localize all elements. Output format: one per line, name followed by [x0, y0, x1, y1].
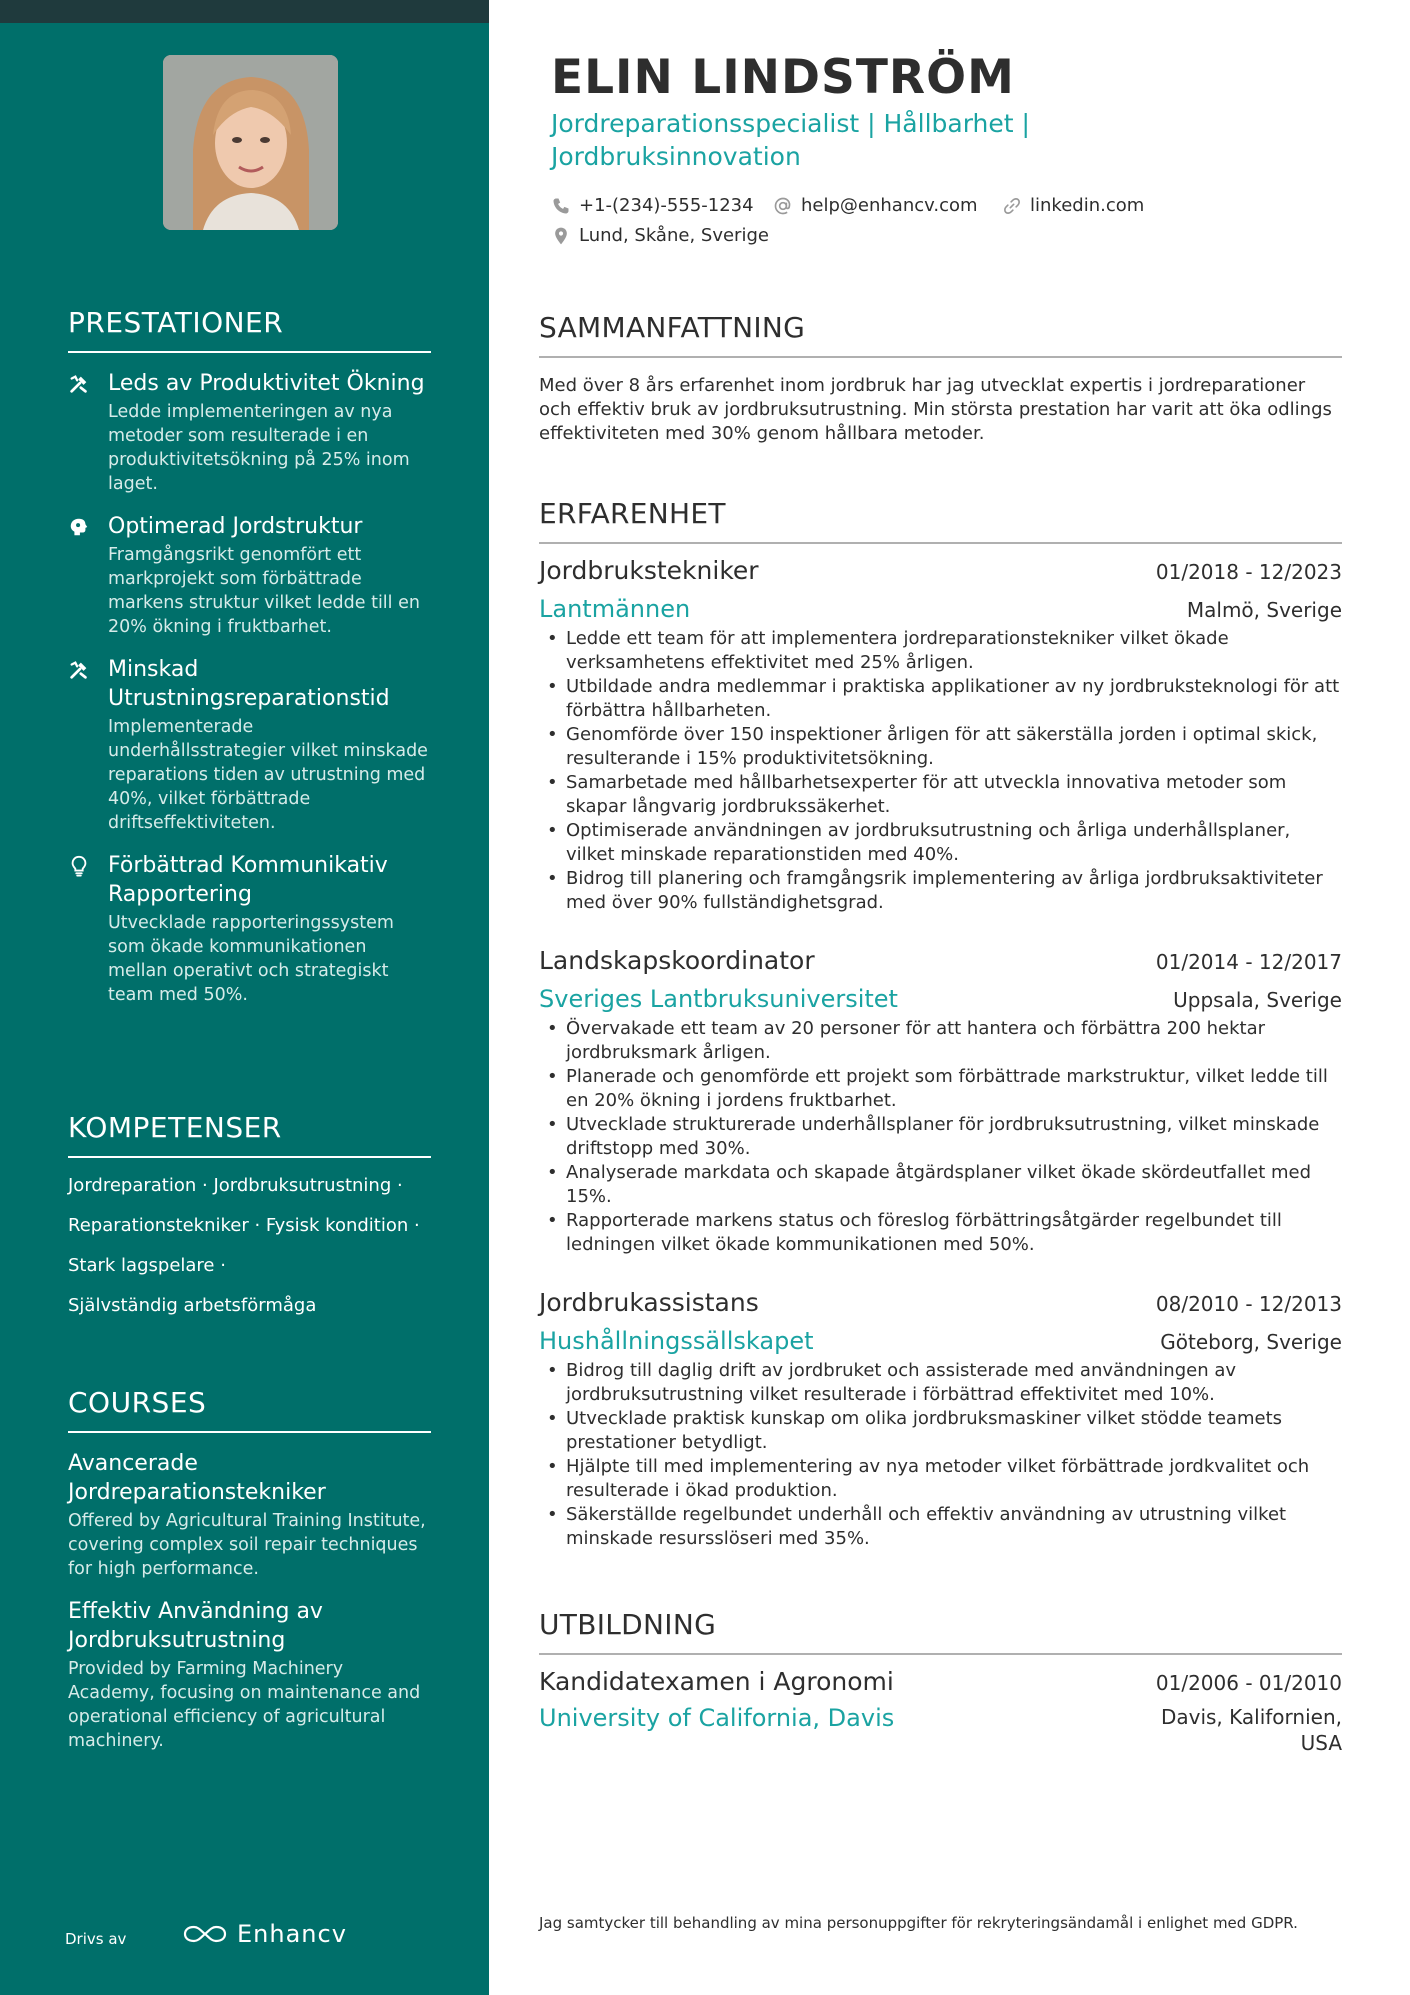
skills-section: [68, 1111, 431, 1318]
bullet-item: • Bidrog till planering och framgångsrik implementering av årliga jordbruksaktiviteter med över 90% fullständighetsgrad.: [539, 867, 1342, 915]
job-dates: 08/2010 - 12/2013: [1155, 1292, 1342, 1316]
job-dates: 01/2014 - 12/2017: [1155, 950, 1342, 974]
course-description: Provided by Farming Machinery Academy, focusing on maintenance and operational efficiency of agricultural machinery.: [68, 1659, 421, 1751]
course-description: Offered by Agricultural Training Institute, covering complex soil repair techniques for high performance.: [68, 1511, 426, 1579]
brand-name: Enhancv: [237, 1920, 347, 1948]
job-dates: 01/2018 - 12/2023: [1155, 560, 1342, 584]
powered-by-label: Drivs av: [65, 1930, 127, 1948]
email-text: help@enhancv.com: [801, 195, 978, 216]
at-icon: [773, 196, 793, 216]
bullet-item: • Säkerställde regelbundet underhåll och effektiv användning av utrustning vilket minskade resursslöseri med 35%.: [539, 1503, 1342, 1551]
skills-line: Jordreparation · Jordbruksutrustning ·: [68, 1175, 403, 1196]
school-name: University of California, Davis: [539, 1704, 895, 1732]
tools-icon: [68, 655, 108, 835]
bullet-item: • Planerade och genomförde ett projekt som förbättrade markstruktur, vilket ledde till en 20% ökning i jordens fruktbarhet.: [539, 1065, 1342, 1113]
job-location: Uppsala, Sverige: [1173, 988, 1342, 1012]
achievement-title: Optimerad Jordstruktur: [108, 514, 363, 539]
summary-text: Med över 8 års erfarenhet inom jordbruk har jag utvecklat expertis i jordreparationer och effektiv bruk av jordbruksutrustning. Min största prestation har varit att öka odlings effektiviteten med 30% genom hållbara metoder.: [539, 375, 1332, 444]
achievement-title: Leds av Produktivitet Ökning: [108, 371, 425, 396]
bullet-item: • Utvecklade strukturerade underhållsplaner för jordbruksutrustning, vilket minskade driftstopp med 30%.: [539, 1113, 1342, 1161]
bullet-item: • Övervakade ett team av 20 personer för att hantera och förbättra 200 hektar jordbruksmark årligen.: [539, 1017, 1342, 1065]
bullet-item: • Ledde ett team för att implementera jordreparationstekniker vilket ökade verksamhetens effektivitet med 25% årligen.: [539, 627, 1342, 675]
location-pin-icon: [551, 226, 571, 246]
achievement-item: [68, 655, 431, 835]
achievement-description: Utvecklade rapporteringssystem som ökade kommunikationen mellan operativt och strategiskt team med 50%.: [108, 913, 394, 1005]
job-location: Malmö, Sverige: [1186, 598, 1342, 622]
brand-logo[interactable]: [183, 1920, 347, 1948]
achievement-item: [68, 512, 431, 639]
achievement-description: Implementerade underhållsstrategier vilket minskade reparations tiden av utrustning med 40%, vilket förbättrade driftseffektiviteten.: [108, 717, 428, 833]
phone-icon: [551, 196, 571, 216]
job-company: Hushållningssällskapet: [539, 1327, 814, 1355]
skills-line: Självständig arbetsförmåga: [68, 1295, 317, 1316]
achievements-heading: PRESTATIONER: [68, 306, 431, 353]
candidate-name: ELIN LINDSTRÖM: [551, 50, 1015, 105]
job-bullets: [539, 1017, 1342, 1257]
job-bullets: [539, 1359, 1342, 1551]
phone-text: +1-(234)-555-1234: [579, 195, 754, 216]
education-heading: UTBILDNING: [539, 1608, 1342, 1655]
location-contact: [551, 225, 769, 246]
courses-section: [68, 1386, 431, 1753]
bullet-item: • Utvecklade praktisk kunskap om olika jordbruksmaskiner vilket stödde teamets prestationer betydligt.: [539, 1407, 1342, 1455]
bullet-item: • Rapporterade markens status och föreslog förbättringsåtgärder regelbundet till ledningen vilket ökade kommunikationen med 50%.: [539, 1209, 1342, 1257]
course-item: [68, 1449, 431, 1581]
enhancv-logo-icon: [183, 1923, 227, 1945]
summary-heading: SAMMANFATTNING: [539, 311, 1342, 358]
job-title: Jordbrukstekniker: [539, 556, 759, 585]
experience-heading: ERFARENHET: [539, 497, 1342, 544]
sidebar: [0, 0, 489, 1995]
job-entry: [539, 946, 1342, 1257]
lightbulb-icon: [68, 851, 108, 1007]
job-bullets: [539, 627, 1342, 915]
location-text: Lund, Skåne, Sverige: [579, 225, 769, 246]
sidebar-top-bar: [0, 0, 489, 23]
bullet-item: • Utbildade andra medlemmar i praktiska applikationer av ny jordbruksteknologi för att förbättra hållbarheten.: [539, 675, 1342, 723]
job-title: Jordbrukassistans: [539, 1288, 759, 1317]
job-entry: [539, 556, 1342, 915]
education-dates: 01/2006 - 01/2010: [1155, 1671, 1342, 1695]
email-contact[interactable]: [773, 195, 978, 216]
bullet-item: • Analyserade markdata och skapade åtgärdsplaner vilket ökade skördeutfallet med 15%.: [539, 1161, 1342, 1209]
skills-line: Reparationstekniker · Fysisk kondition ·: [68, 1215, 420, 1236]
profile-photo: [163, 55, 338, 230]
achievement-description: Framgångsrikt genomfört ett markprojekt som förbättrade markens struktur vilket ledde till en 20% ökning i fruktbarhet.: [108, 545, 420, 637]
bullet-item: • Samarbetade med hållbarhetsexperter för att utveckla innovativa metoder som skapar långvarig jordbrukssäkerhet.: [539, 771, 1342, 819]
bullet-item: • Hjälpte till med implementering av nya metoder vilket förbättrade jordkvalitet och resulterade i ökad produktion.: [539, 1455, 1342, 1503]
job-company: Sveriges Lantbruksuniversitet: [539, 985, 898, 1013]
education-entry: [539, 1667, 1342, 1756]
phone-contact[interactable]: [551, 195, 754, 216]
tools-icon: [68, 369, 108, 496]
achievements-section: [68, 306, 431, 1007]
link-icon: [1002, 196, 1022, 216]
job-location: Göteborg, Sverige: [1160, 1330, 1342, 1354]
achievement-item: [68, 369, 431, 496]
job-company: Lantmännen: [539, 595, 691, 623]
skills-heading: KOMPETENSER: [68, 1111, 431, 1158]
achievement-title: Förbättrad Kommunikativ Rapportering: [108, 853, 388, 907]
degree-title: Kandidatexamen i Agronomi: [539, 1667, 894, 1696]
job-entry: [539, 1288, 1342, 1551]
candidate-title: Jordreparationsspecialist | Hållbarhet | Jordbruksinnovation: [551, 109, 1030, 171]
course-item: [68, 1597, 431, 1753]
course-title: Avancerade Jordreparationstekniker: [68, 1451, 326, 1505]
linkedin-text: linkedin.com: [1030, 195, 1145, 216]
linkedin-contact[interactable]: [1002, 195, 1144, 216]
job-title: Landskapskoordinator: [539, 946, 815, 975]
achievement-description: Ledde implementeringen av nya metoder som resulterade i en produktivitetsökning på 25% inom laget.: [108, 402, 410, 494]
gdpr-consent: Jag samtycker till behandling av mina personuppgifter för rekryteringsändamål i enlighet med GDPR.: [539, 1914, 1298, 1932]
bullet-item: • Genomförde över 150 inspektioner årligen för att säkerställa jorden i optimal skick, resulterande i 15% produktivitetsökning.: [539, 723, 1342, 771]
achievement-item: [68, 851, 431, 1007]
bullet-item: • Optimiserade användningen av jordbruksutrustning och årliga underhållsplaner, vilket minskade reparationstiden med 40%.: [539, 819, 1342, 867]
brain-icon: [68, 512, 108, 639]
achievement-title: Minskad Utrustningsreparationstid: [108, 657, 390, 711]
courses-heading: COURSES: [68, 1386, 431, 1433]
course-title: Effektiv Användning av Jordbruksutrustning: [68, 1599, 323, 1653]
bullet-item: • Bidrog till daglig drift av jordbruket och assisterade med användningen av jordbruksutrustning vilket resulterade i förbättrad effektivitet med 10%.: [539, 1359, 1342, 1407]
education-location: Davis, Kalifornien, USA: [1160, 1705, 1342, 1755]
skills-line: Stark lagspelare ·: [68, 1255, 226, 1276]
